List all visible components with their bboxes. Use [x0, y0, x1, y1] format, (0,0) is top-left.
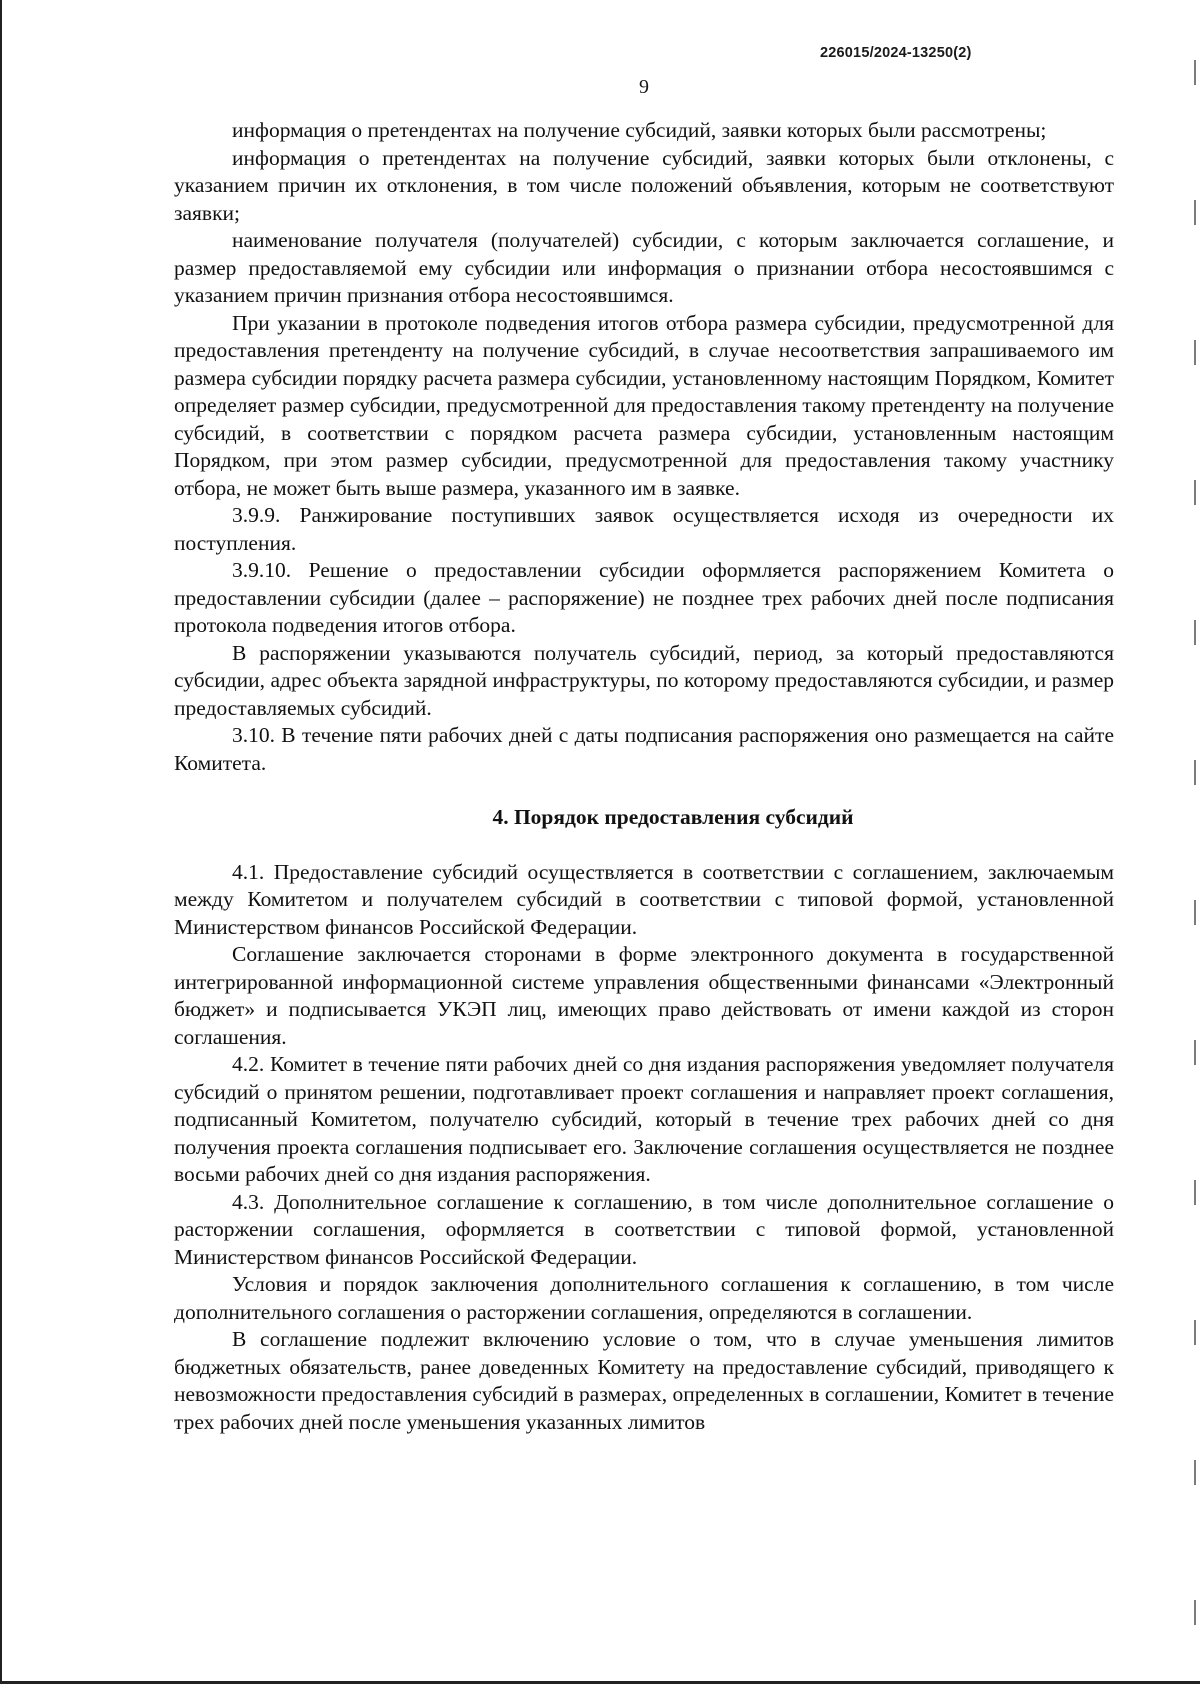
paragraph: Условия и порядок заключения дополнительного соглашения к соглашению, в том числе дополнительного соглашения о расторжении соглашения, определяются в соглашении.	[174, 1272, 1114, 1324]
paragraph: В соглашение подлежит включению условие о том, что в случае уменьшения лимитов бюджетных обязательств, ранее доведенных Комитету на предоставление субсидий, приводящего к невозможности предоставления субсидий в размерах, определенных в соглашении, Комитет в течение трех рабочих дней после уменьшения указанных лимитов	[174, 1327, 1114, 1434]
paragraph: наименование получателя (получателей) субсидии, с которым заключается соглашение, и размер предоставляемой ему субсидии или информация о признании отбора несостоявшимся с указанием причин признания отбора несостоявшимся.	[174, 228, 1114, 307]
paragraph: Соглашение заключается сторонами в форме электронного документа в государственной интегрированной информационной системе управления общественными финансами «Электронный бюджет» и подписывается УКЭП лиц, имеющих право действовать от имени каждой из сторон соглашения.	[174, 942, 1114, 1049]
paragraph: информация о претендентах на получение субсидий, заявки которых были отклонены, с указанием причин их отклонения, в том числе положений объявления, которым не соответствуют заявки;	[174, 145, 1114, 225]
paragraph: При указании в протоколе подведения итогов отбора размера субсидии, предусмотренной для предоставления претенденту на получение субсидий, в случае несоответствия запрашиваемого им размера субсидии порядку расчета размера субсидии, установленному настоящим Порядком, Комитет определяет размер субсидии, предусмотренной для предоставления такому претенденту на получение субсидий, в соответствии с порядком расчета размера субсидии, установленным настоящим Порядком, при этом размер субсидии, предусмотренной для предоставления такому участнику отбора, не может быть выше размера, указанного им в заявке.	[174, 310, 1114, 500]
paragraph: информация о претендентах на получение субсидий, заявки которых были рассмотрены;	[232, 118, 1047, 142]
paragraph: 4.2. Комитет в течение пяти рабочих дней со дня издания распоряжения уведомляет получателя субсидий о принятом решении, подготавливает проект соглашения и направляет проект соглашения, подписанный Комитетом, получателю субсидий, который в течение трех рабочих дней со дня получения проекта соглашения подписывает его. Заключение соглашения осуществляется не позднее восьми рабочих дней со дня издания распоряжения.	[174, 1052, 1114, 1186]
paragraph: 3.9.10. Решение о предоставлении субсидии оформляется распоряжением Комитета о предоставлении субсидии (далее – распоряжение) не позднее трех рабочих дней после подписания протокола подведения итогов отбора.	[174, 558, 1114, 637]
document-registration-number: 226015/2024-13250(2)	[820, 45, 972, 61]
paragraph: 4.3. Дополнительное соглашение к соглашению, в том числе дополнительное соглашение о расторжении соглашения, оформляется в соответствии с типовой формой, установленной Министерством финансов Российской Федерации.	[174, 1189, 1114, 1269]
paragraph: 3.10. В течение пяти рабочих дней с даты подписания распоряжения оно размещается на сайте Комитета.	[174, 723, 1114, 775]
page-number: 9	[639, 76, 649, 98]
scan-edge-left	[0, 0, 2, 1684]
scan-edge-right-marks	[1194, 0, 1196, 1684]
paragraph: 3.9.9. Ранжирование поступивших заявок осуществляется исходя из очередности их поступления.	[174, 503, 1114, 555]
section-heading: 4. Порядок предоставления субсидий	[492, 805, 854, 829]
paragraph: В распоряжении указываются получатель субсидий, период, за который предоставляются субсидии, адрес объекта зарядной инфраструктуры, по которому предоставляются субсидии, и размер предоставляемых субсидий.	[174, 640, 1114, 720]
paragraph: 4.1. Предоставление субсидий осуществляется в соответствии с соглашением, заключаемым между Комитетом и получателем субсидий в соответствии с типовой формой, установленной Министерством финансов Российской Федерации.	[174, 859, 1114, 939]
document-body	[174, 117, 1114, 1436]
